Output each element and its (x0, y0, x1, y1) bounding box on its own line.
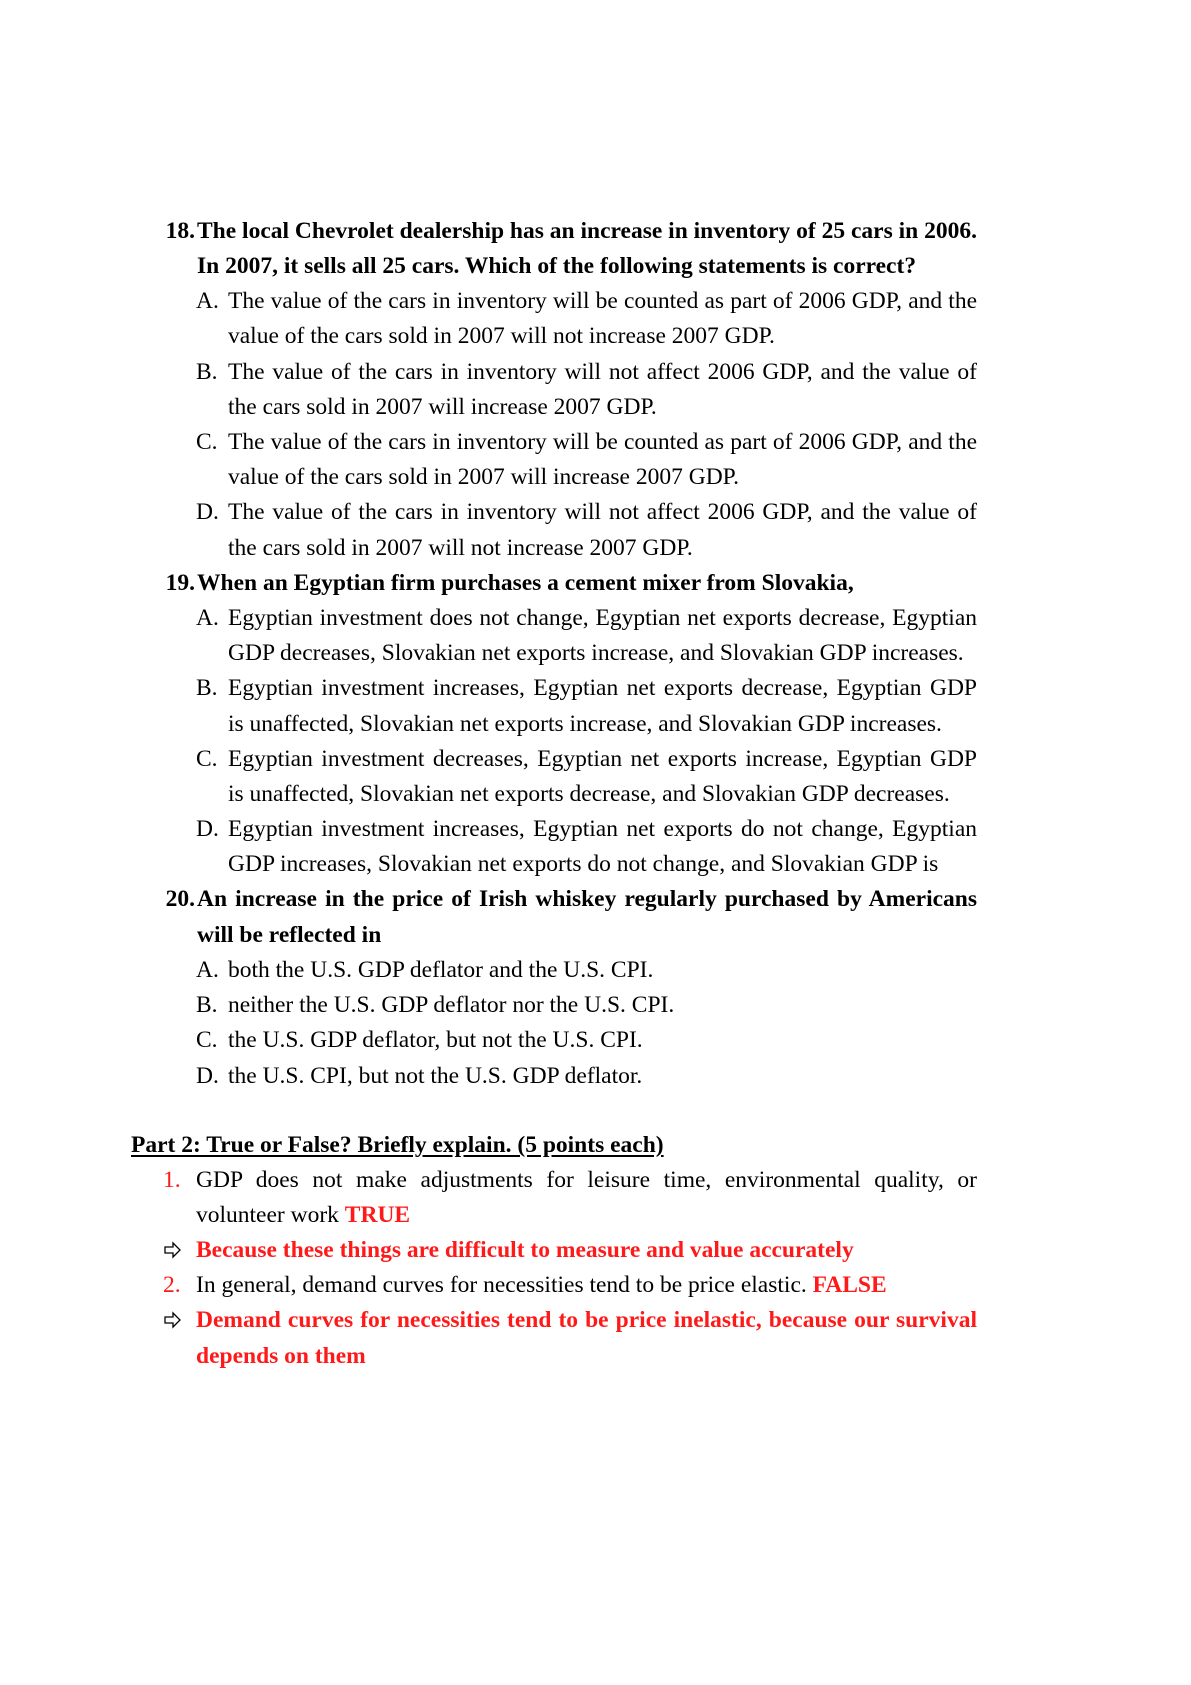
option-text: The value of the cars in inventory will not affect 2006 GDP, and the value of (228, 499, 977, 525)
option-letter: B. (196, 359, 218, 385)
arrow-right-outline-icon (163, 1310, 183, 1330)
option-text: the U.S. GDP deflator, but not the U.S. CPI. (228, 1027, 643, 1053)
option-b (0, 988, 1191, 1022)
option-text: value of the cars sold in 2007 will not increase 2007 GDP. (228, 323, 775, 349)
option-text: the cars sold in 2007 will not increase 2007 GDP. (228, 535, 693, 561)
question-text: When an Egyptian firm purchases a cement mixer from Slovakia, (197, 570, 854, 596)
question-number: 19. (165, 570, 195, 596)
option-letter: D. (196, 1063, 219, 1089)
option-letter: B. (196, 992, 218, 1018)
question-number: 20. (165, 886, 195, 912)
tf-statement-line (196, 1198, 410, 1232)
question-line (0, 566, 1191, 600)
option-continuation (0, 460, 1191, 494)
option-text: GDP increases, Slovakian net exports do not change, and Slovakian GDP is (228, 851, 939, 877)
question-text: will be reflected in (197, 922, 382, 948)
option-d (0, 812, 1191, 846)
option-a (0, 284, 1191, 318)
tf-item-1 (0, 1163, 1191, 1197)
part-2-heading: Part 2: True or False? Briefly explain. (5 points each) (131, 1132, 664, 1158)
option-text: The value of the cars in inventory will not affect 2006 GDP, and the value of (228, 359, 977, 385)
option-letter: A. (196, 605, 219, 631)
tf-explanation (0, 1233, 1191, 1267)
option-a (0, 953, 1191, 987)
option-letter: A. (196, 288, 219, 314)
question-number: 18. (165, 218, 195, 244)
option-letter: A. (196, 957, 219, 983)
tf-statement-line (196, 1268, 887, 1302)
option-continuation (0, 319, 1191, 353)
option-text: The value of the cars in inventory will be counted as part of 2006 GDP, and the (228, 288, 977, 314)
tf-explanation-text: Because these things are difficult to measure and value accurately (196, 1237, 854, 1263)
question-line (0, 882, 1191, 916)
option-d (0, 495, 1191, 529)
option-continuation (0, 777, 1191, 811)
tf-explanation-text: Demand curves for necessities tend to be price inelastic, because our survival (196, 1307, 977, 1333)
option-continuation (0, 390, 1191, 424)
option-a (0, 601, 1191, 635)
option-text: neither the U.S. GDP deflator nor the U.S. CPI. (228, 992, 675, 1018)
tf-statement-continuation (0, 1198, 1191, 1232)
tf-answer: FALSE (812, 1272, 887, 1298)
tf-explanation-text: depends on them (196, 1343, 366, 1369)
option-b (0, 355, 1191, 389)
question-text: In 2007, it sells all 25 cars. Which of the following statements is correct? (197, 253, 917, 279)
option-b (0, 671, 1191, 705)
option-continuation (0, 636, 1191, 670)
option-c (0, 425, 1191, 459)
option-letter: D. (196, 499, 219, 525)
option-text: Egyptian investment increases, Egyptian net exports decrease, Egyptian GDP (228, 675, 977, 701)
option-continuation (0, 531, 1191, 565)
option-text: is unaffected, Slovakian net exports increase, and Slovakian GDP increases. (228, 711, 942, 737)
option-letter: C. (196, 1027, 218, 1053)
tf-statement: GDP does not make adjustments for leisure time, environmental quality, or (196, 1167, 977, 1193)
option-c (0, 1023, 1191, 1057)
option-text: both the U.S. GDP deflator and the U.S. CPI. (228, 957, 654, 983)
tf-statement: In general, demand curves for necessities tend to be price elastic. (196, 1272, 807, 1298)
option-text: the U.S. CPI, but not the U.S. GDP deflator. (228, 1063, 643, 1089)
tf-item-number: 2. (163, 1272, 181, 1298)
tf-statement: volunteer work (196, 1202, 339, 1228)
part-2-heading-line (0, 1128, 1191, 1162)
option-c (0, 742, 1191, 776)
question-line (0, 918, 1191, 952)
option-text: Egyptian investment does not change, Egyptian net exports decrease, Egyptian (228, 605, 977, 631)
question-text: The local Chevrolet dealership has an increase in inventory of 25 cars in 2006. (197, 218, 977, 244)
option-letter: D. (196, 816, 219, 842)
option-d (0, 1059, 1191, 1093)
option-text: GDP decreases, Slovakian net exports increase, and Slovakian GDP increases. (228, 640, 964, 666)
option-text: Egyptian investment decreases, Egyptian net exports increase, Egyptian GDP (228, 746, 977, 772)
option-text: the cars sold in 2007 will increase 2007 GDP. (228, 394, 657, 420)
option-continuation (0, 707, 1191, 741)
tf-item-2 (0, 1268, 1191, 1302)
arrow-right-outline-icon (163, 1240, 183, 1260)
tf-answer: TRUE (344, 1202, 411, 1228)
option-letter: C. (196, 746, 218, 772)
option-letter: C. (196, 429, 218, 455)
option-text: is unaffected, Slovakian net exports decrease, and Slovakian GDP decreases. (228, 781, 950, 807)
option-continuation (0, 847, 1191, 881)
question-text: An increase in the price of Irish whiskey regularly purchased by Americans (197, 886, 977, 912)
option-text: The value of the cars in inventory will be counted as part of 2006 GDP, and the (228, 429, 977, 455)
question-line (0, 249, 1191, 283)
question-line (0, 214, 1191, 248)
option-text: Egyptian investment increases, Egyptian net exports do not change, Egyptian (228, 816, 977, 842)
tf-explanation-continuation (0, 1339, 1191, 1373)
option-text: value of the cars sold in 2007 will increase 2007 GDP. (228, 464, 740, 490)
tf-item-number: 1. (163, 1167, 181, 1193)
tf-explanation (0, 1303, 1191, 1337)
option-letter: B. (196, 675, 218, 701)
